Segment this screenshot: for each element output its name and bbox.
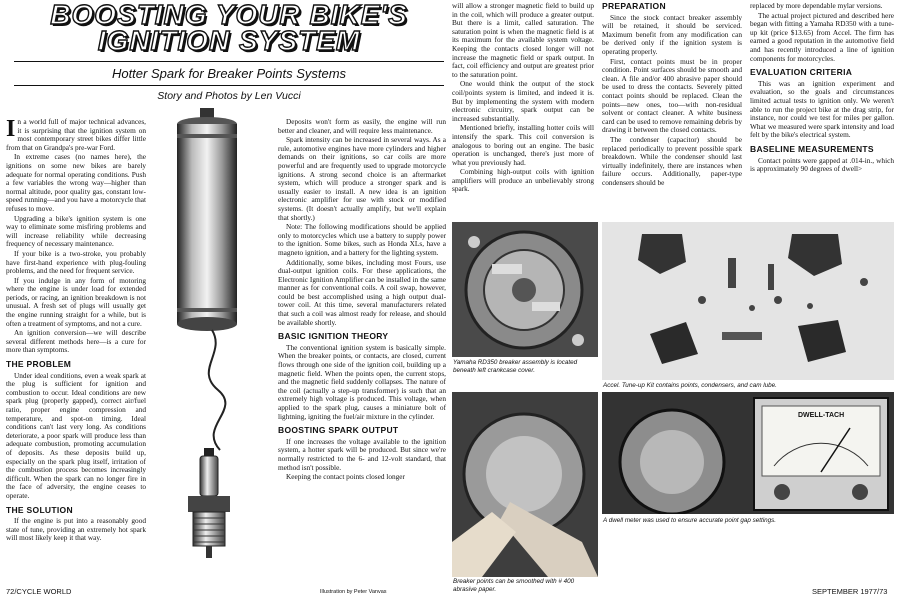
paragraph: Mentioned briefly, installing hotter coils will intensify the spark. This coil conversion is analogous to boring out an engine. The basic operation is unchanged, there's just more of what you previously had. (452, 123, 594, 167)
paragraph: Contact points were gapped at .014-in., which is approximately 90 degrees of dwell> (750, 155, 894, 174)
column-1 (6, 118, 146, 544)
photo-caption: A dwell meter was used to ensure accurate point gap settings. (603, 517, 777, 524)
byline: Story and Photos by Len Vucci (157, 90, 301, 102)
paragraph: The condenser (capacitor) should be replaced periodically to prevent possible spark breakdown. While the condenser should last virtually indefinitely, there are instances when failure occurs. Additionally, paper-type condensers should be (602, 134, 742, 187)
column-4 (602, 2, 742, 188)
section-heading: BOOSTING SPARK OUTPUT (278, 425, 399, 436)
section-heading: EVALUATION CRITERIA (750, 67, 853, 78)
section-heading: BASIC IGNITION THEORY (278, 331, 389, 342)
article-title (14, 2, 444, 54)
photo-abrasive-paper (452, 392, 598, 577)
photo-dwell-meter (602, 392, 894, 514)
title-line-1: BOOSTING YOUR BIKE'S (50, 0, 408, 30)
paragraph: replaced by more dependable mylar versions. (750, 1, 883, 10)
section-heading: THE SOLUTION (6, 504, 73, 515)
paragraph: In extreme cases (no names here), the ignitions on some new bikes are barely adequate for normal operating conditions. Push a few variables the wrong way—higher than normal altitude, poor quality gas, constant low-speed running—and you have a motorcycle that refuses to move. (6, 152, 146, 213)
paragraph: Keeping the contact points closed longer (286, 472, 405, 482)
paragraph: One would think the output of the stock coil/points system is limited, and indeed it is. But by implementing the system with modern electronic circuitry, spark output can be increased substantially. (452, 79, 594, 123)
title-rule (14, 61, 444, 62)
paragraph: Upgrading a bike's ignition system is one way to eliminate some misfiring problems and will increase reliability while decreasing frequency of necessary maintenance. (6, 213, 146, 249)
paragraph: Deposits won't form as easily, the engine will run better and cleaner, and will require less maintenance. (278, 117, 446, 135)
paragraph: Additionally, some bikes, including most Fours, use dual-output ignition coils. For these applications, the Electronic Ignition Amplifier can be installed in the same manner as for conventional coils. A coil swap, however, could be best accomplished using a high output dual-tower coil. At this time, several manufacturers related that such a coil was almost ready for release, and should be available shortly. (278, 257, 446, 327)
photo-tune-up-kit (602, 222, 894, 380)
column-2 (278, 118, 446, 483)
paragraph: Under ideal conditions, even a weak spark at the plug is sufficient for ignition and combustion to occur. Ideal conditions are new spark plug (properly gapped), correct air/fuel ratio, proper engine compression and temperature, and spot-on timing. Ideal conditions can't last very long. As conditions deteriorate, a poor spark will produce less than adequate combustion, promoting accumulation of deposits. As these deposits build up, especially on the spark plug itself, irritation of the combustion process becomes increasingly difficult. When the spark can no longer fire in the face of adversity, the engine ceases to operate. (6, 370, 146, 500)
illustration-credit: Illustration by Peter Vanvas (320, 589, 387, 595)
paragraph: If you indulge in any form of motoring where the engine is under load for extended periods, or racing, an ignition breakdown is not unusual. A fresh set of plugs will usually get the engine running straight for a while, but is often a treatment of symptoms, and not a cure. (6, 275, 146, 328)
title-line-2: IGNITION SYSTEM (97, 25, 361, 56)
photo-caption: Breaker points can be smoothed with # 400 abrasive paper. (453, 578, 575, 593)
paragraph: If the engine is put into a reasonably good state of tune, providing an extremely hot spark will most likely keep it that way. (6, 516, 146, 543)
ignition-coil (177, 108, 237, 331)
paragraph: Combining high-output coils with ignition amplifiers will produce an unbelievably strong spark. (452, 167, 594, 194)
meter-label: DWELL-TACH (798, 412, 845, 419)
paragraph: In a world full of major technical advances, it is surprising that the ignition system on most contemporary street bikes differ little from that on Grandpa's pre-war Ford. (6, 116, 146, 152)
paragraph: The conventional ignition system is basically simple. When the breaker points, or contacts, are closed, current flows through one side of the ignition coil, building up a magnetic field. When the points open, the current stops, and the magnetic field suddenly collapses. The nature of the coil (actually a step-up transformer) is such that an extremely high voltage is produced. This voltage, when applied to the spark plug, causes a miniature bolt of lightning, igniting the fuel/air mixture in the cylinder. (278, 342, 446, 421)
left-folio: 72/CYCLE WORLD (6, 587, 72, 596)
paragraph: If one increases the voltage available to the ignition system, a hotter spark will be produced. But since we're normally restricted to the 6- and 12-volt standard, that method isn't possible. (278, 436, 446, 472)
paragraph: The actual project pictured and described here began with fitting a Yamaha RD350 with a tune-up kit (price $13.65) from Accel. The firm has earned a good reputation in the automotive field and has recently introduced a line of ignition components for motorcycles. (750, 10, 894, 63)
section-heading: THE PROBLEM (6, 359, 72, 370)
column-5 (750, 2, 894, 175)
right-folio: SEPTEMBER 1977/73 (812, 587, 888, 596)
photo-caption: Accel. Tune-up Kit contains points, condensers, and cam lube. (603, 382, 777, 389)
subtitle-rule (14, 85, 444, 86)
spark-wire (209, 330, 226, 450)
photo-breaker-assembly (452, 222, 598, 357)
paragraph: will allow a stronger magnetic field to build up in the coil, which will produce a greater output. But there is a limit, called saturation. The saturation point is when the magnetic field is at its maximum for the available system voltage. Keeping the contacts closed longer will not increase the magnetic field or spark output. In fact, coil efficiency and output are greatest prior to the saturation point. (452, 1, 594, 79)
spark-plug (188, 448, 230, 558)
paragraph: An ignition conversion—we will describe several different methods here—is a cure for more than symptoms. (6, 328, 146, 355)
section-heading: PREPARATION (602, 1, 666, 11)
section-heading: BASELINE MEASUREMENTS (750, 143, 874, 154)
coil-spark-plug-illustration (148, 108, 274, 586)
column-3 (452, 2, 594, 195)
photo-caption: Yamaha RD350 breaker assembly is located beneath left crankcase cover. (453, 359, 578, 374)
subtitle: Hotter Spark for Breaker Points Systems (111, 66, 347, 81)
paragraph: Since the stock contact breaker assembly will be retained, it should be serviced. Maximum benefit from any modification can be derived only if the ignition system is operating properly. (602, 12, 742, 56)
paragraph: This was an ignition experiment and evaluation, so the goals and circumstances limited actual tests to ignition only. We weren't able to run the project bike at the drag strip, for instance, nor could we test for miles per gallon. What we measured were spark intensity and load felt by the bike's electrical system. (750, 78, 894, 140)
paragraph: Note: The following modifications should be applied only to motorcycles which use a battery to supply power to the ignition. Some bikes, such as Honda XLs, have a magneto ignition, and a battery for the lighting system. (278, 222, 446, 257)
paragraph: Spark intensity can be increased in several ways. As a rule, automotive engines have more cylinders and higher demands on their ignitions, so car coils are more powerful and are frequently used to upgrade motorcycle ignitions. A strong second choice is an aftermarket system, which will produce a stronger spark and is usually easier to install. A new idea is an ignition electronic amplifier for use with stock or modified systems. (It doesn't actually amplify, but we'll explain that shortly.) (278, 135, 446, 222)
paragraph: First, contact points must be in proper condition. Point surfaces should be smooth and clean. A file and/or 400 abrasive paper should be used to dress the contacts. Severely pitted contact points should be replaced. Clean the points—new ones, too—with non-residual solvent or contact cleaner. A white business card can be used to remove remaining debris by drawing it between the closed contacts. (602, 56, 742, 135)
paragraph: If your bike is a two-stroke, you probably have first-hand experience with plug-fouling problems, and the need for frequent service. (6, 248, 146, 276)
